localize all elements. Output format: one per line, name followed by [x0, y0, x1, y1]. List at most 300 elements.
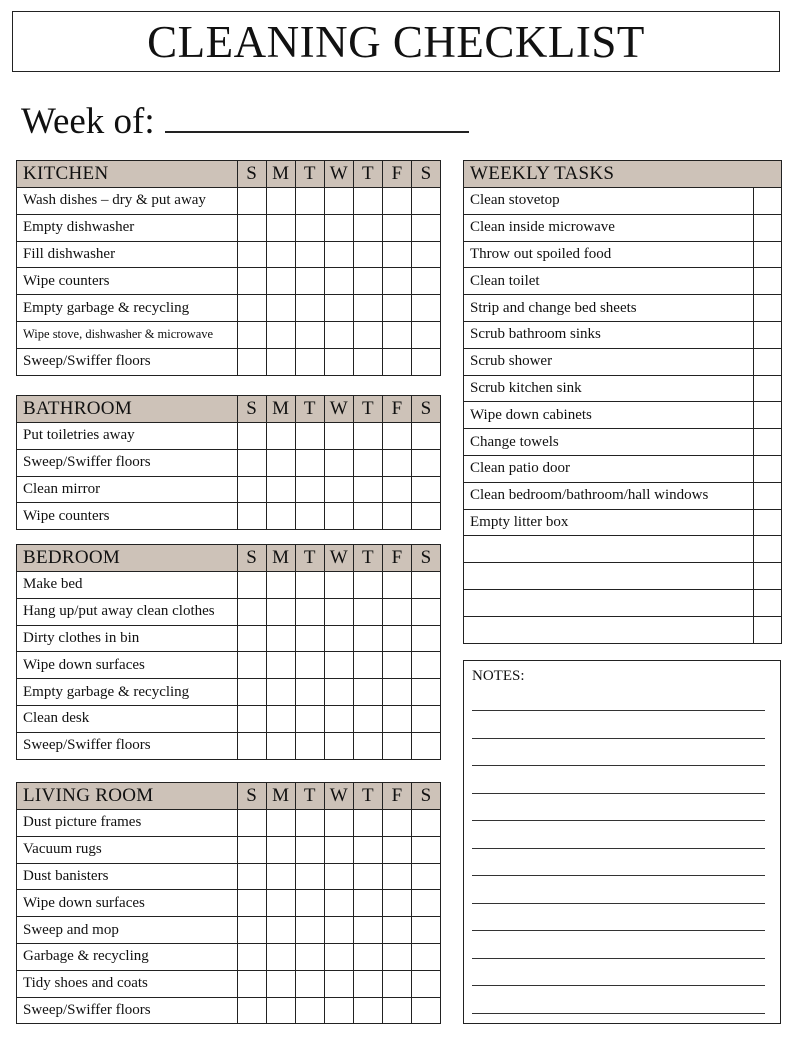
section-title: KITCHEN: [17, 161, 238, 188]
task-row: [17, 241, 441, 268]
day-checkbox[interactable]: [237, 241, 266, 268]
day-checkbox[interactable]: [324, 836, 353, 863]
day-checkbox[interactable]: [382, 572, 411, 599]
day-checkbox[interactable]: [266, 836, 295, 863]
day-checkbox[interactable]: [237, 321, 266, 348]
day-checkbox[interactable]: [411, 625, 440, 652]
day-header: F: [382, 161, 411, 188]
day-checkbox[interactable]: [237, 188, 266, 215]
section-title: BATHROOM: [17, 396, 238, 423]
weekly-tasks-table: [463, 160, 782, 644]
day-checkbox[interactable]: [411, 449, 440, 476]
weekly-task-label: [464, 536, 754, 563]
day-checkbox[interactable]: [295, 295, 324, 322]
day-checkbox[interactable]: [411, 970, 440, 997]
day-checkbox[interactable]: [353, 503, 382, 530]
weekly-checkbox[interactable]: [754, 616, 782, 643]
day-header: S: [411, 161, 440, 188]
day-checkbox[interactable]: [411, 295, 440, 322]
day-checkbox[interactable]: [353, 423, 382, 450]
day-checkbox[interactable]: [295, 970, 324, 997]
task-label: Hang up/put away clean clothes: [17, 598, 238, 625]
day-checkbox[interactable]: [353, 943, 382, 970]
task-row: [17, 449, 441, 476]
day-checkbox[interactable]: [411, 836, 440, 863]
day-checkbox[interactable]: [382, 268, 411, 295]
weekly-task-label: [464, 616, 754, 643]
day-checkbox[interactable]: [266, 241, 295, 268]
note-line[interactable]: [472, 930, 765, 931]
day-checkbox[interactable]: [295, 652, 324, 679]
day-checkbox[interactable]: [295, 268, 324, 295]
day-checkbox[interactable]: [324, 679, 353, 706]
day-checkbox[interactable]: [382, 321, 411, 348]
task-label: Wipe counters: [17, 268, 238, 295]
section-title: BEDROOM: [17, 545, 238, 572]
task-label: Empty dishwasher: [17, 214, 238, 241]
day-checkbox[interactable]: [324, 214, 353, 241]
day-checkbox[interactable]: [324, 970, 353, 997]
weekly-checkbox[interactable]: [754, 321, 782, 348]
weekly-task-row: [464, 321, 782, 348]
day-checkbox[interactable]: [237, 810, 266, 837]
day-checkbox[interactable]: [324, 476, 353, 503]
day-checkbox[interactable]: [237, 295, 266, 322]
note-line[interactable]: [472, 985, 765, 986]
day-checkbox[interactable]: [324, 625, 353, 652]
task-label: Wash dishes – dry & put away: [17, 188, 238, 215]
day-checkbox[interactable]: [411, 503, 440, 530]
day-checkbox[interactable]: [411, 423, 440, 450]
day-checkbox[interactable]: [295, 449, 324, 476]
day-checkbox[interactable]: [324, 652, 353, 679]
day-checkbox[interactable]: [295, 188, 324, 215]
note-line[interactable]: [472, 903, 765, 904]
task-row: [17, 732, 441, 759]
day-checkbox[interactable]: [353, 348, 382, 375]
weekly-checkbox[interactable]: [754, 536, 782, 563]
note-line[interactable]: [472, 793, 765, 794]
task-row: [17, 970, 441, 997]
day-checkbox[interactable]: [266, 214, 295, 241]
day-checkbox[interactable]: [266, 917, 295, 944]
day-checkbox[interactable]: [382, 917, 411, 944]
day-header: M: [266, 396, 295, 423]
day-checkbox[interactable]: [353, 970, 382, 997]
day-checkbox[interactable]: [353, 917, 382, 944]
day-checkbox[interactable]: [382, 214, 411, 241]
day-checkbox[interactable]: [295, 917, 324, 944]
day-checkbox[interactable]: [324, 943, 353, 970]
day-checkbox[interactable]: [382, 705, 411, 732]
day-checkbox[interactable]: [237, 476, 266, 503]
task-label: Dust banisters: [17, 863, 238, 890]
day-checkbox[interactable]: [411, 598, 440, 625]
day-checkbox[interactable]: [266, 997, 295, 1024]
weekly-task-label: Clean patio door: [464, 455, 754, 482]
day-checkbox[interactable]: [237, 598, 266, 625]
task-label: Sweep/Swiffer floors: [17, 348, 238, 375]
day-header: T: [295, 545, 324, 572]
day-checkbox[interactable]: [411, 652, 440, 679]
day-checkbox[interactable]: [266, 890, 295, 917]
day-checkbox[interactable]: [237, 679, 266, 706]
weekly-checkbox[interactable]: [754, 214, 782, 241]
weekly-checkbox[interactable]: [754, 375, 782, 402]
day-checkbox[interactable]: [411, 476, 440, 503]
section-header: [17, 396, 441, 423]
day-checkbox[interactable]: [237, 503, 266, 530]
day-header: S: [411, 396, 440, 423]
weekly-task-label: Clean toilet: [464, 268, 754, 295]
day-checkbox[interactable]: [324, 572, 353, 599]
day-checkbox[interactable]: [411, 732, 440, 759]
weekly-checkbox[interactable]: [754, 509, 782, 536]
day-checkbox[interactable]: [324, 188, 353, 215]
note-line[interactable]: [472, 958, 765, 959]
day-checkbox[interactable]: [411, 997, 440, 1024]
week-fill-line[interactable]: [165, 103, 469, 133]
day-checkbox[interactable]: [295, 836, 324, 863]
day-checkbox[interactable]: [324, 732, 353, 759]
day-checkbox[interactable]: [353, 997, 382, 1024]
day-checkbox[interactable]: [295, 598, 324, 625]
day-checkbox[interactable]: [237, 836, 266, 863]
day-checkbox[interactable]: [353, 705, 382, 732]
day-checkbox[interactable]: [411, 863, 440, 890]
day-header: M: [266, 161, 295, 188]
week-of: [21, 98, 469, 146]
day-checkbox[interactable]: [411, 705, 440, 732]
day-checkbox[interactable]: [324, 268, 353, 295]
day-checkbox[interactable]: [382, 188, 411, 215]
weekly-task-row: [464, 616, 782, 643]
day-checkbox[interactable]: [266, 732, 295, 759]
day-checkbox[interactable]: [382, 863, 411, 890]
task-row: [17, 598, 441, 625]
day-checkbox[interactable]: [266, 652, 295, 679]
day-checkbox[interactable]: [411, 943, 440, 970]
day-checkbox[interactable]: [324, 863, 353, 890]
day-checkbox[interactable]: [411, 917, 440, 944]
day-checkbox[interactable]: [324, 997, 353, 1024]
day-checkbox[interactable]: [237, 423, 266, 450]
task-row: [17, 679, 441, 706]
day-checkbox[interactable]: [266, 679, 295, 706]
weekly-task-row: [464, 214, 782, 241]
day-checkbox[interactable]: [382, 449, 411, 476]
day-checkbox[interactable]: [411, 214, 440, 241]
day-checkbox[interactable]: [353, 295, 382, 322]
day-checkbox[interactable]: [237, 625, 266, 652]
task-row: [17, 652, 441, 679]
day-checkbox[interactable]: [382, 810, 411, 837]
day-header: T: [353, 161, 382, 188]
weekly-task-row: [464, 455, 782, 482]
day-checkbox[interactable]: [382, 652, 411, 679]
day-checkbox[interactable]: [353, 863, 382, 890]
day-checkbox[interactable]: [295, 423, 324, 450]
day-checkbox[interactable]: [295, 476, 324, 503]
day-header: T: [295, 783, 324, 810]
day-checkbox[interactable]: [411, 810, 440, 837]
day-checkbox[interactable]: [266, 423, 295, 450]
day-checkbox[interactable]: [295, 705, 324, 732]
day-checkbox[interactable]: [324, 917, 353, 944]
task-label: Empty garbage & recycling: [17, 679, 238, 706]
day-checkbox[interactable]: [295, 503, 324, 530]
task-row: [17, 705, 441, 732]
day-checkbox[interactable]: [382, 241, 411, 268]
day-checkbox[interactable]: [237, 917, 266, 944]
weekly-checkbox[interactable]: [754, 429, 782, 456]
weekly-task-label: Scrub kitchen sink: [464, 375, 754, 402]
day-checkbox[interactable]: [382, 598, 411, 625]
day-checkbox[interactable]: [353, 679, 382, 706]
day-checkbox[interactable]: [237, 348, 266, 375]
task-label: Garbage & recycling: [17, 943, 238, 970]
day-checkbox[interactable]: [353, 572, 382, 599]
weekly-task-row: [464, 509, 782, 536]
weekly-task-row: [464, 563, 782, 590]
day-checkbox[interactable]: [237, 970, 266, 997]
day-checkbox[interactable]: [295, 625, 324, 652]
day-checkbox[interactable]: [353, 836, 382, 863]
task-label: Tidy shoes and coats: [17, 970, 238, 997]
section-header: [17, 545, 441, 572]
day-checkbox[interactable]: [324, 241, 353, 268]
day-checkbox[interactable]: [324, 503, 353, 530]
note-line[interactable]: [472, 875, 765, 876]
task-label: Sweep/Swiffer floors: [17, 449, 238, 476]
weekly-checkbox[interactable]: [754, 455, 782, 482]
task-label: Wipe down surfaces: [17, 652, 238, 679]
day-header: F: [382, 783, 411, 810]
day-checkbox[interactable]: [266, 598, 295, 625]
day-checkbox[interactable]: [324, 423, 353, 450]
day-checkbox[interactable]: [411, 321, 440, 348]
day-checkbox[interactable]: [353, 268, 382, 295]
day-checkbox[interactable]: [353, 449, 382, 476]
day-checkbox[interactable]: [237, 652, 266, 679]
day-checkbox[interactable]: [353, 214, 382, 241]
task-label: Vacuum rugs: [17, 836, 238, 863]
day-checkbox[interactable]: [353, 890, 382, 917]
day-checkbox[interactable]: [295, 572, 324, 599]
weekly-checkbox[interactable]: [754, 348, 782, 375]
day-header: W: [324, 783, 353, 810]
weekly-task-row: [464, 188, 782, 215]
section-header: [17, 783, 441, 810]
task-label: Empty garbage & recycling: [17, 295, 238, 322]
task-label: Wipe counters: [17, 503, 238, 530]
task-label: Wipe down surfaces: [17, 890, 238, 917]
task-row: [17, 863, 441, 890]
weekly-task-row: [464, 482, 782, 509]
day-checkbox[interactable]: [295, 348, 324, 375]
day-checkbox[interactable]: [353, 241, 382, 268]
weekly-task-label: Strip and change bed sheets: [464, 295, 754, 322]
day-checkbox[interactable]: [324, 598, 353, 625]
weekly-header: [464, 161, 782, 188]
day-header: W: [324, 396, 353, 423]
day-checkbox[interactable]: [295, 214, 324, 241]
note-line[interactable]: [472, 820, 765, 821]
day-checkbox[interactable]: [237, 997, 266, 1024]
day-checkbox[interactable]: [324, 810, 353, 837]
day-checkbox[interactable]: [411, 890, 440, 917]
day-checkbox[interactable]: [237, 863, 266, 890]
day-checkbox[interactable]: [324, 348, 353, 375]
day-checkbox[interactable]: [382, 348, 411, 375]
weekly-checkbox[interactable]: [754, 188, 782, 215]
day-checkbox[interactable]: [266, 321, 295, 348]
day-checkbox[interactable]: [295, 943, 324, 970]
weekly-task-row: [464, 268, 782, 295]
note-line[interactable]: [472, 848, 765, 849]
day-header: M: [266, 783, 295, 810]
day-checkbox[interactable]: [266, 503, 295, 530]
weekly-task-label: Scrub shower: [464, 348, 754, 375]
day-header: F: [382, 545, 411, 572]
day-checkbox[interactable]: [237, 214, 266, 241]
weekly-title: WEEKLY TASKS: [464, 161, 782, 188]
task-label: Put toiletries away: [17, 423, 238, 450]
task-row: [17, 810, 441, 837]
day-checkbox[interactable]: [266, 348, 295, 375]
day-checkbox[interactable]: [266, 295, 295, 322]
day-checkbox[interactable]: [295, 241, 324, 268]
day-header: T: [353, 783, 382, 810]
day-checkbox[interactable]: [411, 572, 440, 599]
note-line[interactable]: [472, 710, 765, 711]
task-label: Wipe stove, dishwasher & microwave: [17, 321, 238, 348]
bedroom-table: [16, 544, 441, 760]
day-checkbox[interactable]: [237, 943, 266, 970]
task-row: [17, 890, 441, 917]
day-checkbox[interactable]: [266, 970, 295, 997]
weekly-task-row: [464, 429, 782, 456]
day-checkbox[interactable]: [353, 476, 382, 503]
weekly-task-label: Clean inside microwave: [464, 214, 754, 241]
day-checkbox[interactable]: [295, 890, 324, 917]
day-checkbox[interactable]: [382, 836, 411, 863]
day-checkbox[interactable]: [237, 449, 266, 476]
day-header: S: [237, 783, 266, 810]
weekly-task-row: [464, 402, 782, 429]
day-checkbox[interactable]: [382, 890, 411, 917]
day-checkbox[interactable]: [353, 188, 382, 215]
weekly-checkbox[interactable]: [754, 589, 782, 616]
weekly-checkbox[interactable]: [754, 268, 782, 295]
day-checkbox[interactable]: [353, 810, 382, 837]
day-checkbox[interactable]: [324, 295, 353, 322]
day-checkbox[interactable]: [266, 449, 295, 476]
day-checkbox[interactable]: [324, 449, 353, 476]
day-checkbox[interactable]: [237, 732, 266, 759]
weekly-task-label: [464, 589, 754, 616]
weekly-checkbox[interactable]: [754, 563, 782, 590]
day-checkbox[interactable]: [353, 598, 382, 625]
day-checkbox[interactable]: [382, 625, 411, 652]
task-label: Sweep and mop: [17, 917, 238, 944]
day-checkbox[interactable]: [411, 241, 440, 268]
day-checkbox[interactable]: [266, 572, 295, 599]
weekly-checkbox[interactable]: [754, 402, 782, 429]
day-checkbox[interactable]: [295, 679, 324, 706]
day-checkbox[interactable]: [382, 970, 411, 997]
day-checkbox[interactable]: [382, 476, 411, 503]
day-checkbox[interactable]: [411, 348, 440, 375]
weekly-task-row: [464, 589, 782, 616]
day-checkbox[interactable]: [324, 890, 353, 917]
day-checkbox[interactable]: [324, 321, 353, 348]
day-checkbox[interactable]: [382, 295, 411, 322]
note-line[interactable]: [472, 765, 765, 766]
task-row: [17, 295, 441, 322]
weekly-task-label: Empty litter box: [464, 509, 754, 536]
day-checkbox[interactable]: [266, 863, 295, 890]
title-box: [12, 11, 780, 72]
day-checkbox[interactable]: [295, 732, 324, 759]
weekly-checkbox[interactable]: [754, 482, 782, 509]
day-checkbox[interactable]: [411, 679, 440, 706]
day-checkbox[interactable]: [266, 705, 295, 732]
day-checkbox[interactable]: [382, 943, 411, 970]
day-header: T: [295, 161, 324, 188]
day-checkbox[interactable]: [382, 423, 411, 450]
day-checkbox[interactable]: [295, 810, 324, 837]
day-checkbox[interactable]: [237, 705, 266, 732]
day-checkbox[interactable]: [382, 997, 411, 1024]
day-checkbox[interactable]: [266, 625, 295, 652]
weekly-task-label: Change towels: [464, 429, 754, 456]
day-checkbox[interactable]: [411, 268, 440, 295]
day-header: F: [382, 396, 411, 423]
day-checkbox[interactable]: [353, 652, 382, 679]
day-checkbox[interactable]: [237, 268, 266, 295]
day-header: S: [411, 545, 440, 572]
day-header: T: [353, 545, 382, 572]
day-checkbox[interactable]: [266, 188, 295, 215]
day-checkbox[interactable]: [353, 625, 382, 652]
day-checkbox[interactable]: [382, 503, 411, 530]
day-checkbox[interactable]: [324, 705, 353, 732]
weekly-task-label: Clean stovetop: [464, 188, 754, 215]
day-checkbox[interactable]: [382, 732, 411, 759]
note-line[interactable]: [472, 1013, 765, 1014]
day-checkbox[interactable]: [295, 997, 324, 1024]
day-checkbox[interactable]: [295, 321, 324, 348]
day-checkbox[interactable]: [237, 572, 266, 599]
day-checkbox[interactable]: [382, 679, 411, 706]
note-line[interactable]: [472, 738, 765, 739]
day-checkbox[interactable]: [353, 732, 382, 759]
day-checkbox[interactable]: [266, 476, 295, 503]
day-checkbox[interactable]: [266, 810, 295, 837]
weekly-checkbox[interactable]: [754, 295, 782, 322]
day-checkbox[interactable]: [266, 268, 295, 295]
day-checkbox[interactable]: [266, 943, 295, 970]
task-row: [17, 268, 441, 295]
notes-box: [463, 660, 781, 1024]
weekly-checkbox[interactable]: [754, 241, 782, 268]
day-checkbox[interactable]: [411, 188, 440, 215]
day-checkbox[interactable]: [295, 863, 324, 890]
weekly-task-label: [464, 563, 754, 590]
day-checkbox[interactable]: [353, 321, 382, 348]
day-checkbox[interactable]: [237, 890, 266, 917]
